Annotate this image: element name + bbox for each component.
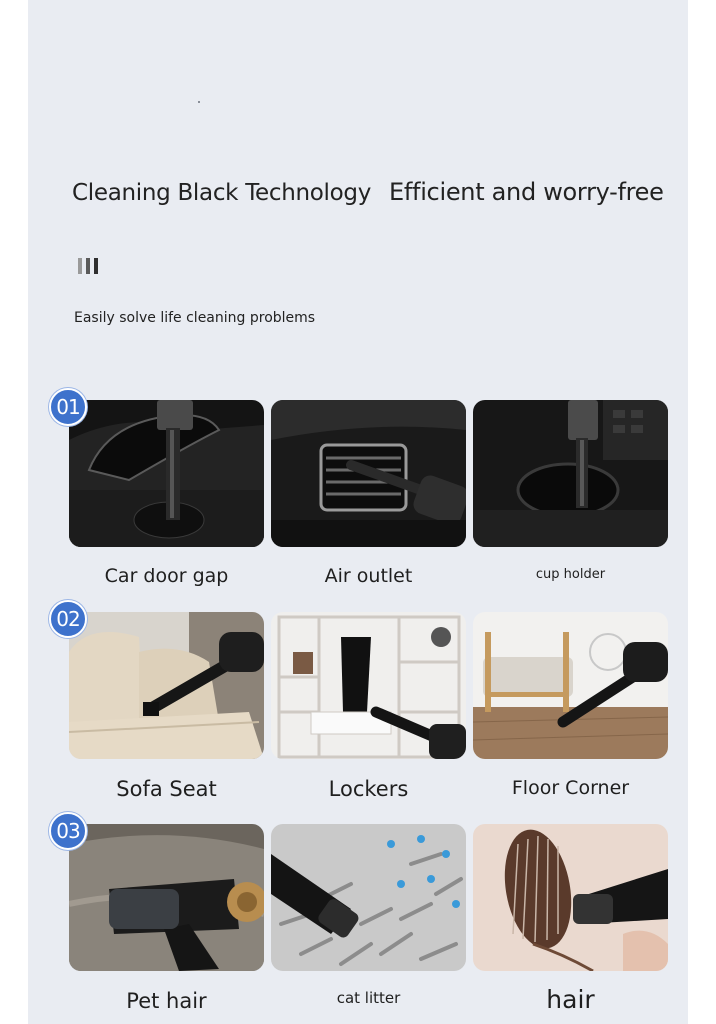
bars-decoration-icon (78, 258, 98, 274)
scenario-caption: hair (546, 985, 595, 1014)
headline (72, 178, 672, 206)
row-badge: 03 (49, 812, 87, 850)
cup-holder-vacuum-icon (473, 400, 668, 547)
pet-hair-vacuum-icon (69, 824, 264, 971)
scenario-caption: Pet hair (126, 989, 207, 1013)
scenario-row-2 (56, 607, 669, 801)
scenario-caption: Car door gap (104, 565, 229, 587)
scenario-card (271, 824, 466, 1014)
scenario-caption: Sofa Seat (116, 777, 217, 801)
row-badge: 01 (49, 388, 87, 426)
scenario-caption: Floor Corner (511, 777, 630, 799)
decorative-dot (198, 101, 200, 103)
row-badge: 02 (49, 600, 87, 638)
sofa-vacuum-icon (69, 612, 264, 759)
scenario-row-3 (56, 819, 669, 1014)
scenario-card (69, 612, 264, 801)
cat-litter-vacuum-icon (271, 824, 466, 971)
subtitle: Easily solve life cleaning problems (74, 310, 316, 326)
scenario-caption: cat litter (336, 989, 401, 1007)
scenario-row-1 (56, 395, 669, 587)
scenario-card (69, 400, 264, 587)
scenario-card (473, 400, 668, 587)
scenario-caption: cup holder (535, 567, 606, 582)
scenario-card (271, 400, 466, 587)
car-door-vacuum-icon (69, 400, 264, 547)
scenario-card (271, 612, 466, 801)
scenario-caption: Air outlet (324, 565, 413, 587)
scenario-card (69, 824, 264, 1014)
headline-left: Cleaning Black Technology (72, 180, 372, 206)
scenario-caption: Lockers (328, 777, 409, 801)
scenario-card (473, 612, 668, 801)
floor-corner-vacuum-icon (473, 612, 668, 759)
air-vent-vacuum-icon (271, 400, 466, 547)
wardrobe-vacuum-icon (271, 612, 466, 759)
scenario-card (473, 824, 668, 1014)
hairbrush-vacuum-icon (473, 824, 668, 971)
headline-right: Efficient and worry-free (389, 178, 664, 206)
